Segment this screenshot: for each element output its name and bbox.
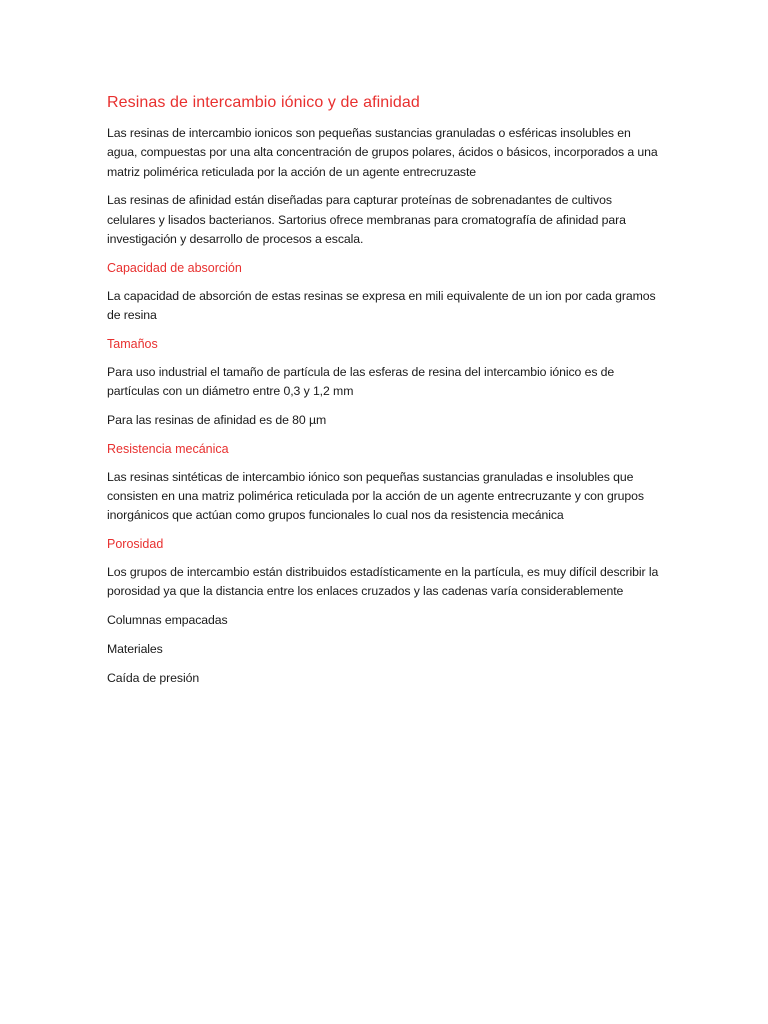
trailing-item: Materiales (107, 642, 163, 657)
section-paragraph: La capacidad de absorción de estas resinas se expresa en mili equivalente de un ion por cada gramos de resina (107, 288, 656, 323)
trailing-item: Columnas empacadas (107, 613, 228, 628)
section-paragraph: Para las resinas de afinidad es de 80 µm (107, 412, 327, 427)
document-title: Resinas de intercambio iónico y de afinidad (107, 94, 420, 111)
section-paragraph: Para uso industrial el tamaño de partícula de las esferas de resina del intercambio iónico es de partículas con un diámetro entre 0,3 y 1,2 mm (107, 364, 615, 399)
section-paragraph: Las resinas sintéticas de intercambio iónico son pequeñas sustancias granuladas e insolubles que consisten en una matriz polimérica reticulada por la acción de un agente entrecruzante y con grupos inorgánicos que actúan como grupos funcionales lo cual nos da resistencia mecánica (107, 469, 644, 523)
trailing-item: Caída de presión (107, 670, 200, 685)
section-heading-tamanos: Tamaños (107, 336, 158, 351)
intro-paragraph: Las resinas de intercambio ionicos son pequeñas sustancias granuladas o esféricas insolubles en agua, compuestas por una alta concentración de grupos polares, ácidos o básicos, incorporados a una matriz polimérica reticulada por la acción de un agente entrecruzaste (107, 126, 658, 179)
intro-paragraph: Las resinas de afinidad están diseñadas para capturar proteínas de sobrenadantes de cultivos celulares y lisados bacterianos. Sartorius ofrece membranas para cromatografía de afinidad para investigación y desarrollo de procesos a escala. (107, 193, 626, 246)
section-heading-capacidad: Capacidad de absorción (107, 260, 242, 275)
section-heading-porosidad: Porosidad (107, 537, 164, 552)
section-paragraph: Los grupos de intercambio están distribuidos estadísticamente en la partícula, es muy difícil describir la porosidad ya que la distancia entre los enlaces cruzados y las cadenas varía considerablemente (107, 565, 659, 599)
document-page (107, 92, 659, 698)
section-heading-resistencia: Resistencia mecánica (107, 441, 229, 456)
